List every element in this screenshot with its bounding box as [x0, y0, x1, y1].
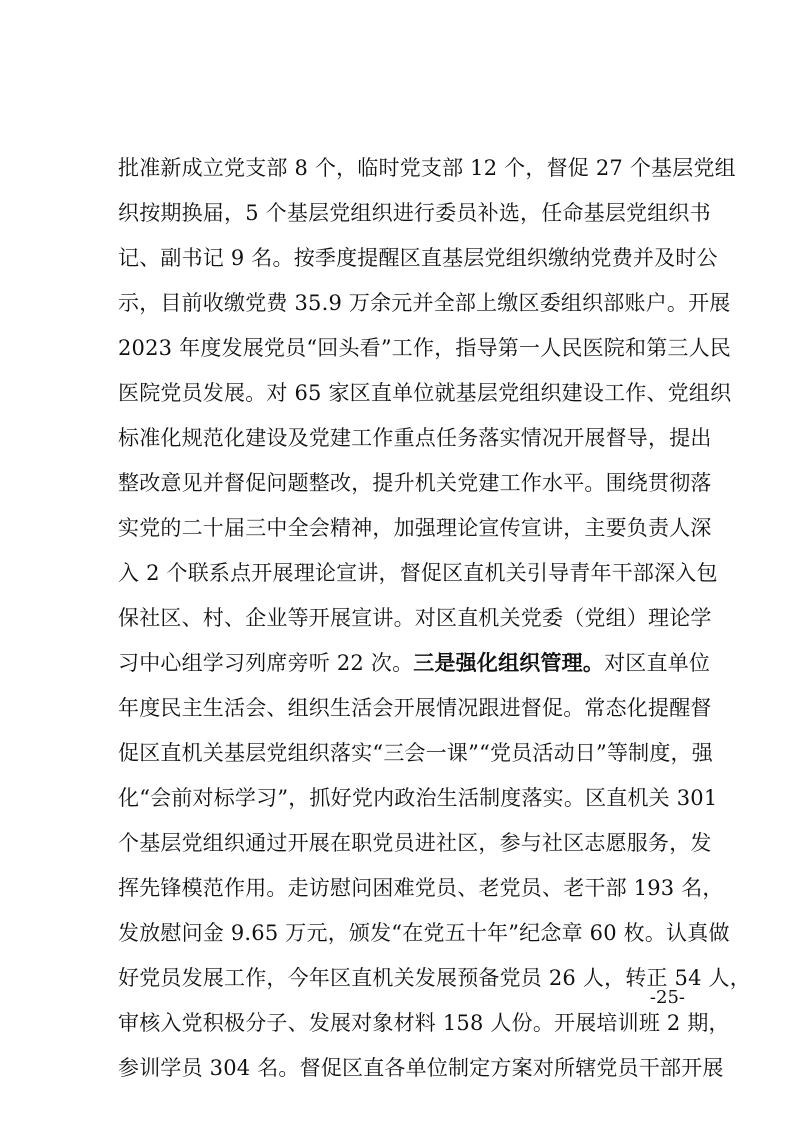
text-segment: 参训学员 304 名。督促区直各单位制定方案对所辖党员干部开展 — [118, 1056, 724, 1080]
text-segment: 示，目前收缴党费 35.9 万余元并全部上缴区委组织部账户。开展 — [118, 291, 731, 315]
text-line — [118, 416, 712, 461]
text-segment: 年度民主生活会、组织生活会开展情况跟进督促。常态化提醒督 — [118, 696, 712, 720]
text-line — [118, 1001, 730, 1046]
text-segment: 入 2 个联系点开展理论宣讲，督促区直机关引导青年干部深入包 — [118, 561, 718, 585]
text-segment: 审核入党积极分子、发展对象材料 158 人份。开展培训班 2 期， — [118, 1011, 730, 1035]
text-line — [118, 191, 711, 236]
text-line — [118, 371, 732, 416]
text-line — [118, 776, 718, 821]
text-segment: 整改意见并督促问题整改，提升机关党建工作水平。围绕贯彻落 — [118, 471, 712, 495]
text-line — [118, 596, 712, 641]
text-segment: 2023 年度发展党员“回头看”工作，指导第一人民医院和第三人民 — [118, 336, 731, 360]
text-line — [118, 956, 751, 1001]
text-line — [118, 911, 730, 956]
text-line — [118, 686, 712, 731]
text-segment: 发放慰问金 9.65 万元，颁发“在党五十年”纪念章 60 枚。认真做 — [118, 921, 730, 945]
text-line — [118, 461, 712, 506]
bold-section-heading: 三是强化组织管理。 — [413, 651, 605, 675]
text-segment: 记、副书记 9 名。按季度提醒区直基层党组织缴纳党费并及时公 — [118, 246, 718, 270]
text-line — [118, 506, 712, 551]
text-segment: 医院党员发展。对 65 家区直单位就基层党组织建设工作、党组织 — [118, 381, 732, 405]
text-segment: 对区直单位 — [604, 651, 711, 675]
text-line — [118, 326, 731, 371]
text-line — [118, 821, 712, 866]
text-segment: 保社区、村、企业等开展宣讲。对区直机关党委（党组）理论学 — [118, 606, 712, 630]
body-text — [118, 146, 751, 1091]
text-segment: 习中心组学习列席旁听 22 次。 — [118, 651, 414, 675]
text-segment: 批准新成立党支部 8 个，临时党支部 12 个，督促 27 个基层党组 — [118, 156, 736, 180]
text-segment: 挥先锋模范作用。走访慰问困难党员、老党员、老干部 193 名， — [118, 876, 724, 900]
text-line — [118, 1046, 724, 1091]
text-line — [118, 866, 724, 911]
text-segment: 化“会前对标学习”，抓好党内政治生活制度落实。区直机关 301 — [118, 786, 718, 810]
text-segment: 促区直机关基层党组织落实“三会一课”“党员活动日”等制度，强 — [118, 741, 713, 765]
text-line — [118, 731, 713, 776]
text-segment: 织按期换届，5 个基层党组织进行委员补选，任命基层党组织书 — [118, 201, 711, 225]
text-segment: 实党的二十届三中全会精神，加强理论宣传宣讲，主要负责人深 — [118, 516, 712, 540]
text-line — [118, 281, 731, 326]
text-segment: 好党员发展工作，今年区直机关发展预备党员 26 人，转正 54 人， — [118, 966, 751, 990]
text-line — [118, 551, 718, 596]
page-number: -25- — [649, 987, 685, 1008]
text-line-with-bold-heading — [118, 641, 711, 686]
text-segment: 标准化规范化建设及党建工作重点任务落实情况开展督导，提出 — [118, 426, 712, 450]
text-segment: 个基层党组织通过开展在职党员进社区，参与社区志愿服务，发 — [118, 831, 712, 855]
text-line — [118, 146, 736, 191]
text-line — [118, 236, 718, 281]
